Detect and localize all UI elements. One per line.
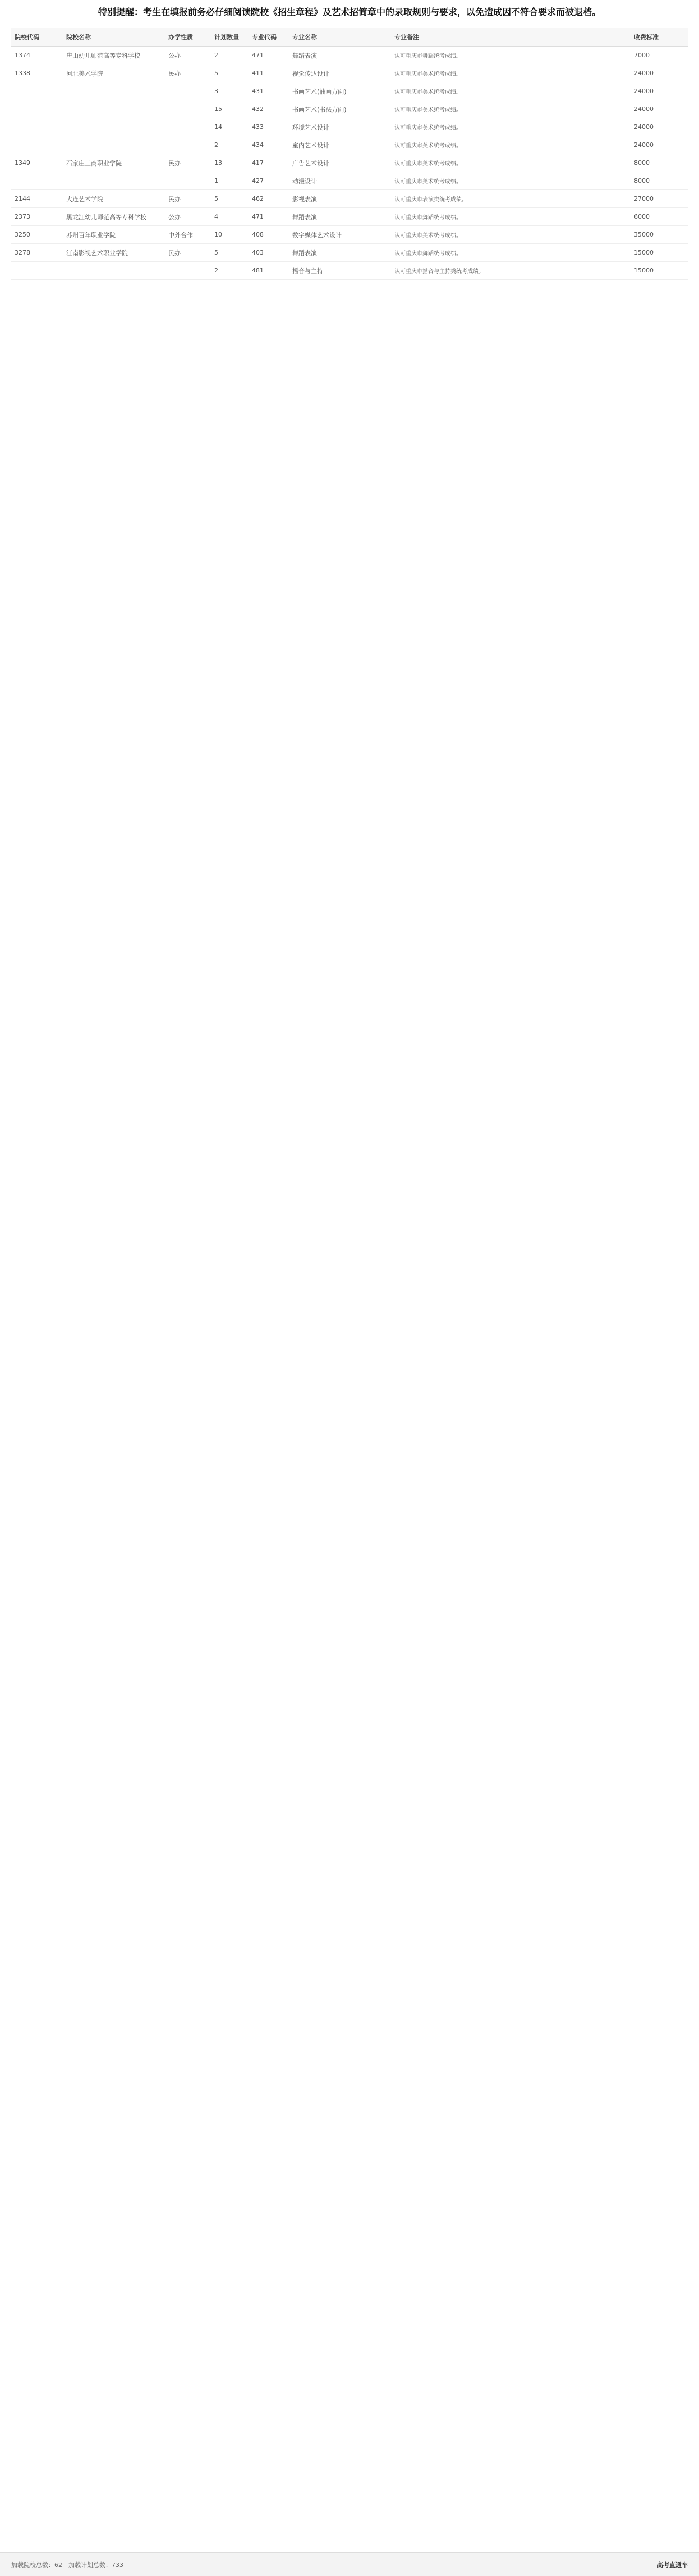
table-row [11, 118, 688, 136]
table-cell: 462 [249, 190, 289, 208]
table-cell: 认可重庆市舞蹈统考成绩。 [391, 208, 631, 226]
table-cell [165, 172, 211, 190]
table-cell: 24000 [631, 82, 688, 100]
table-cell [11, 118, 63, 136]
table-cell: 3250 [11, 226, 63, 244]
table-cell: 认可重庆市表演类统考成绩。 [391, 190, 631, 208]
table-cell: 书画艺术(书法方向) [289, 100, 391, 118]
table-row [11, 82, 688, 100]
table-cell: 403 [249, 244, 289, 262]
table-cell: 35000 [631, 226, 688, 244]
table-cell: 3 [211, 82, 249, 100]
table-row [11, 262, 688, 280]
table-cell: 4 [211, 208, 249, 226]
table-cell: 唐山幼儿师范高等专科学校 [63, 47, 165, 64]
table-cell [63, 136, 165, 154]
table-cell: 认可重庆市舞蹈统考成绩。 [391, 244, 631, 262]
table-cell: 书画艺术(油画方向) [289, 82, 391, 100]
table-cell: 石家庄工商职业学院 [63, 154, 165, 172]
table-cell: 认可重庆市美术统考成绩。 [391, 154, 631, 172]
table-cell: 认可重庆市舞蹈统考成绩。 [391, 47, 631, 64]
table-row [11, 244, 688, 262]
table-cell: 认可重庆市美术统考成绩。 [391, 226, 631, 244]
table-cell: 417 [249, 154, 289, 172]
table-cell [63, 118, 165, 136]
col-header: 收费标准 [631, 28, 688, 47]
table-cell: 24000 [631, 118, 688, 136]
table-cell: 室内艺术设计 [289, 136, 391, 154]
table-cell: 2144 [11, 190, 63, 208]
table-cell: 中外合作 [165, 226, 211, 244]
table-cell: 471 [249, 208, 289, 226]
table-cell: 民办 [165, 244, 211, 262]
table-cell: 13 [211, 154, 249, 172]
table-cell: 2 [211, 47, 249, 64]
table-cell: 播音与主持 [289, 262, 391, 280]
footer-stats: 加载院校总数：62 加载计划总数：733 [11, 2561, 123, 2569]
table-cell: 5 [211, 190, 249, 208]
table-cell: 2 [211, 136, 249, 154]
table-cell: 民办 [165, 190, 211, 208]
col-header: 专业名称 [289, 28, 391, 47]
table-cell: 动漫设计 [289, 172, 391, 190]
table-row [11, 226, 688, 244]
table-cell: 15000 [631, 244, 688, 262]
table-cell: 15000 [631, 262, 688, 280]
table-cell [165, 82, 211, 100]
table-cell: 411 [249, 64, 289, 82]
table-cell: 认可重庆市美术统考成绩。 [391, 118, 631, 136]
table-cell: 河北美术学院 [63, 64, 165, 82]
table-cell: 民办 [165, 64, 211, 82]
table-cell [63, 262, 165, 280]
table-cell: 江南影视艺术职业学院 [63, 244, 165, 262]
table-cell: 431 [249, 82, 289, 100]
table-cell: 舞蹈表演 [289, 47, 391, 64]
table-cell: 408 [249, 226, 289, 244]
table-cell: 8000 [631, 172, 688, 190]
table-cell: 14 [211, 118, 249, 136]
table-cell [63, 82, 165, 100]
table-cell: 1374 [11, 47, 63, 64]
table-cell [63, 100, 165, 118]
table-cell: 舞蹈表演 [289, 244, 391, 262]
table-cell: 7000 [631, 47, 688, 64]
table-cell: 5 [211, 64, 249, 82]
table-cell: 认可重庆市美术统考成绩。 [391, 172, 631, 190]
table-row [11, 47, 688, 64]
table-row [11, 64, 688, 82]
table-cell: 大连艺术学院 [63, 190, 165, 208]
table-cell [11, 262, 63, 280]
table-row [11, 100, 688, 118]
table-cell: 27000 [631, 190, 688, 208]
table-cell: 1338 [11, 64, 63, 82]
table-cell: 公办 [165, 208, 211, 226]
table-cell: 1 [211, 172, 249, 190]
table-cell [11, 172, 63, 190]
col-header: 办学性质 [165, 28, 211, 47]
col-header: 计划数量 [211, 28, 249, 47]
table-cell: 认可重庆市美术统考成绩。 [391, 136, 631, 154]
table-row [11, 190, 688, 208]
table-cell: 影视表演 [289, 190, 391, 208]
table-cell [11, 82, 63, 100]
table-cell [11, 100, 63, 118]
table-cell: 24000 [631, 100, 688, 118]
table-cell: 黑龙江幼儿师范高等专科学校 [63, 208, 165, 226]
table-cell: 8000 [631, 154, 688, 172]
table-cell: 2 [211, 262, 249, 280]
table-cell: 10 [211, 226, 249, 244]
table-cell: 15 [211, 100, 249, 118]
table-cell: 环境艺术设计 [289, 118, 391, 136]
table-cell: 433 [249, 118, 289, 136]
table-row [11, 172, 688, 190]
table-cell: 427 [249, 172, 289, 190]
table-cell [11, 136, 63, 154]
table-cell: 6000 [631, 208, 688, 226]
table-cell: 广告艺术设计 [289, 154, 391, 172]
table-cell: 认可重庆市美术统考成绩。 [391, 64, 631, 82]
table-cell: 432 [249, 100, 289, 118]
table-cell [63, 172, 165, 190]
table-cell: 5 [211, 244, 249, 262]
table-cell: 民办 [165, 154, 211, 172]
table-cell: 认可重庆市美术统考成绩。 [391, 100, 631, 118]
table-cell: 舞蹈表演 [289, 208, 391, 226]
table-cell: 认可重庆市播音与主持类统考成绩。 [391, 262, 631, 280]
table-cell [165, 262, 211, 280]
table-cell: 视觉传达设计 [289, 64, 391, 82]
admission-table [11, 28, 688, 2548]
notice: 特别提醒：考生在填报前务必仔细阅读院校《招生章程》及艺术招简章中的录取规则与要求，以免造成因不符合要求而被退档。 [98, 7, 601, 17]
table-cell: 434 [249, 136, 289, 154]
col-header: 专业代码 [249, 28, 289, 47]
table-cell: 公办 [165, 47, 211, 64]
footer [0, 2552, 699, 2576]
table-cell [165, 100, 211, 118]
table-row [11, 136, 688, 154]
table-cell: 24000 [631, 64, 688, 82]
table-cell: 24000 [631, 136, 688, 154]
table-row [11, 154, 688, 172]
col-header: 专业备注 [391, 28, 631, 47]
table-cell: 471 [249, 47, 289, 64]
table-cell: 1349 [11, 154, 63, 172]
table-cell: 481 [249, 262, 289, 280]
table-cell: 2373 [11, 208, 63, 226]
table-cell: 3278 [11, 244, 63, 262]
col-header: 院校代码 [11, 28, 63, 47]
table-cell [165, 118, 211, 136]
table-cell: 苏州百年职业学院 [63, 226, 165, 244]
table-row [11, 208, 688, 226]
table-cell: 认可重庆市美术统考成绩。 [391, 82, 631, 100]
col-header: 院校名称 [63, 28, 165, 47]
table-cell: 数字媒体艺术设计 [289, 226, 391, 244]
table-cell [165, 136, 211, 154]
brand-logo-text[interactable]: 高考直通车 [657, 2561, 688, 2569]
